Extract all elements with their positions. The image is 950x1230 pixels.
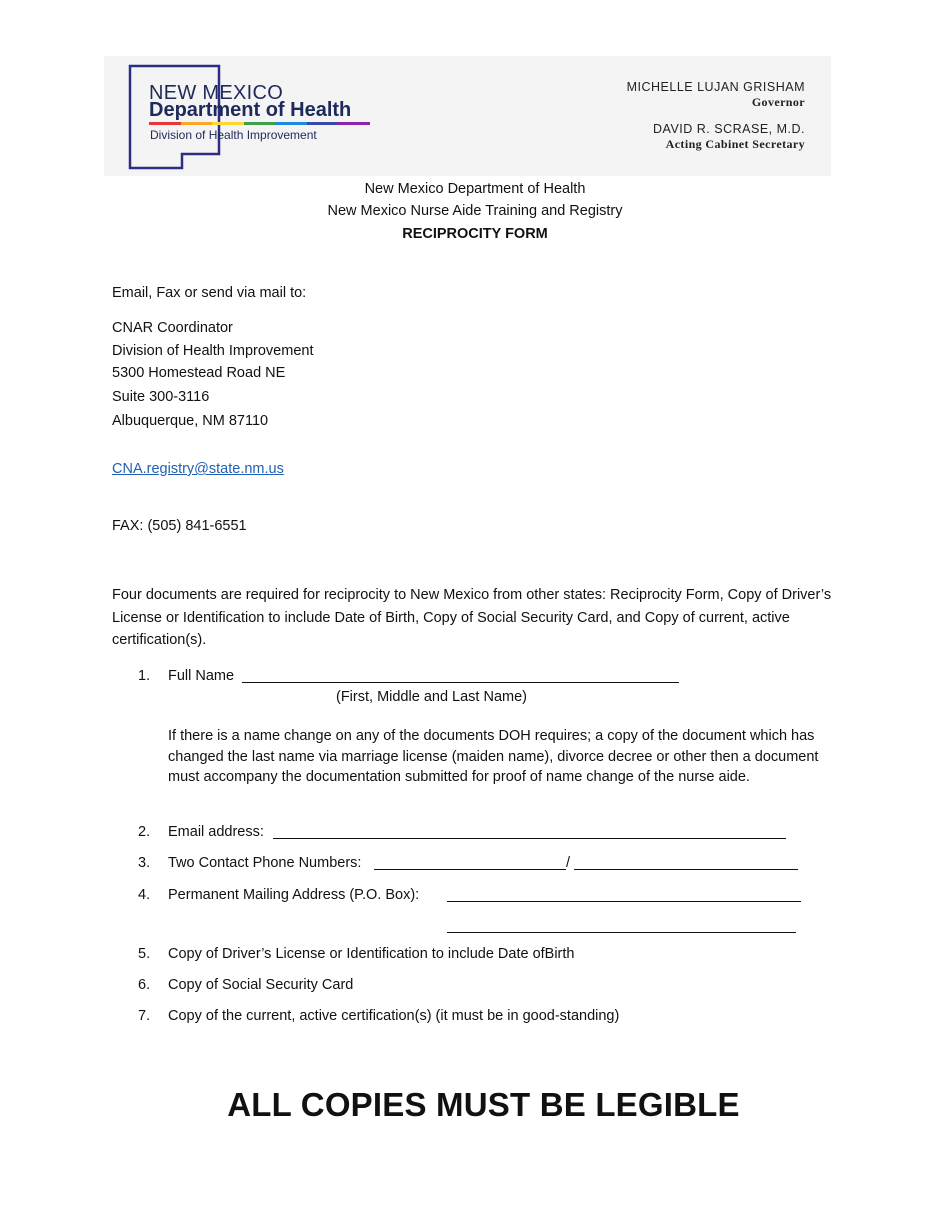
item-social-security: Copy of Social Security Card [168,977,354,993]
item-number: 5. [138,946,151,962]
logo-new-mexico: NEW MEXICO [149,82,284,104]
logo-color-segment [275,122,307,125]
phone-field-1[interactable] [374,869,566,870]
email-label: Email address: [168,824,264,840]
phone-field-2[interactable] [574,869,798,870]
requirements-paragraph: Four documents are required for reciprocity to New Mexico from other states: Reciprocity Form, Copy of Driver’s License or Identification to include Date of Birth, Copy of Social Security Card, and Copy of current, active certification(s). [112,587,832,648]
item-drivers-license: Copy of Driver’s License or Identification to include Date ofBirth [168,946,575,962]
form-title: RECIPROCITY FORM [402,226,548,242]
name-change-note: If there is a name change on any of the documents DOH requires; a copy of the document which has changed the last name via marriage license (maiden name), divorce decree or other then a document must accompany the documentation submitted for proof of name change of the nurse aide. [168,728,819,786]
phone-separator: / [566,855,571,871]
letterhead [104,56,831,176]
item-number: 1. [138,668,151,684]
logo-color-segment [338,122,370,125]
logo-department-of-health: Department of Health [149,99,352,121]
header-department: New Mexico Department of Health [364,181,586,197]
mailing-address-label: Permanent Mailing Address (P.O. Box): [168,887,420,903]
item-number: 4. [138,887,151,903]
item-certification: Copy of the current, active certification(s) (it must be in good-standing) [168,1008,620,1024]
logo-color-bar [149,122,370,125]
item-number: 7. [138,1008,151,1024]
mailing-address-field-2[interactable] [447,932,796,933]
secretary-title: Acting Cabinet Secretary [665,137,805,151]
header-registry: New Mexico Nurse Aide Training and Registry [327,203,623,219]
item-number: 2. [138,824,151,840]
email-field[interactable] [273,838,786,839]
governor-title: Governor [751,95,805,109]
item-number: 3. [138,855,151,871]
logo-division: Division of Health Improvement [150,128,317,142]
legibility-notice: ALL COPIES MUST BE LEGIBLE [227,1086,740,1123]
phone-label: Two Contact Phone Numbers: [168,855,362,871]
governor-name: MICHELLE LUJAN GRISHAM [626,80,805,94]
address-line: Albuquerque, NM 87110 [112,413,269,429]
contact-intro: Email, Fax or send via mail to: [112,285,307,301]
registry-email-link[interactable]: CNA.registry@state.nm.us [112,461,284,477]
address-line: 5300 Homestead Road NE [112,365,286,381]
logo-color-segment [307,122,339,125]
address-line: Division of Health Improvement [112,343,314,359]
address-line: Suite 300-3116 [112,389,210,405]
logo-color-segment [149,122,181,125]
full-name-label: Full Name [168,668,235,684]
logo-color-segment [244,122,276,125]
fax-number: FAX: (505) 841-6551 [112,518,247,534]
full-name-hint: (First, Middle and Last Name) [336,689,527,705]
secretary-name: DAVID R. SCRASE, M.D. [653,122,805,136]
address-line: CNAR Coordinator [112,320,233,336]
item-number: 6. [138,977,151,993]
logo-color-segment [212,122,244,125]
full-name-field[interactable] [242,682,679,683]
mailing-address-field-1[interactable] [447,901,801,902]
logo-color-segment [181,122,213,125]
